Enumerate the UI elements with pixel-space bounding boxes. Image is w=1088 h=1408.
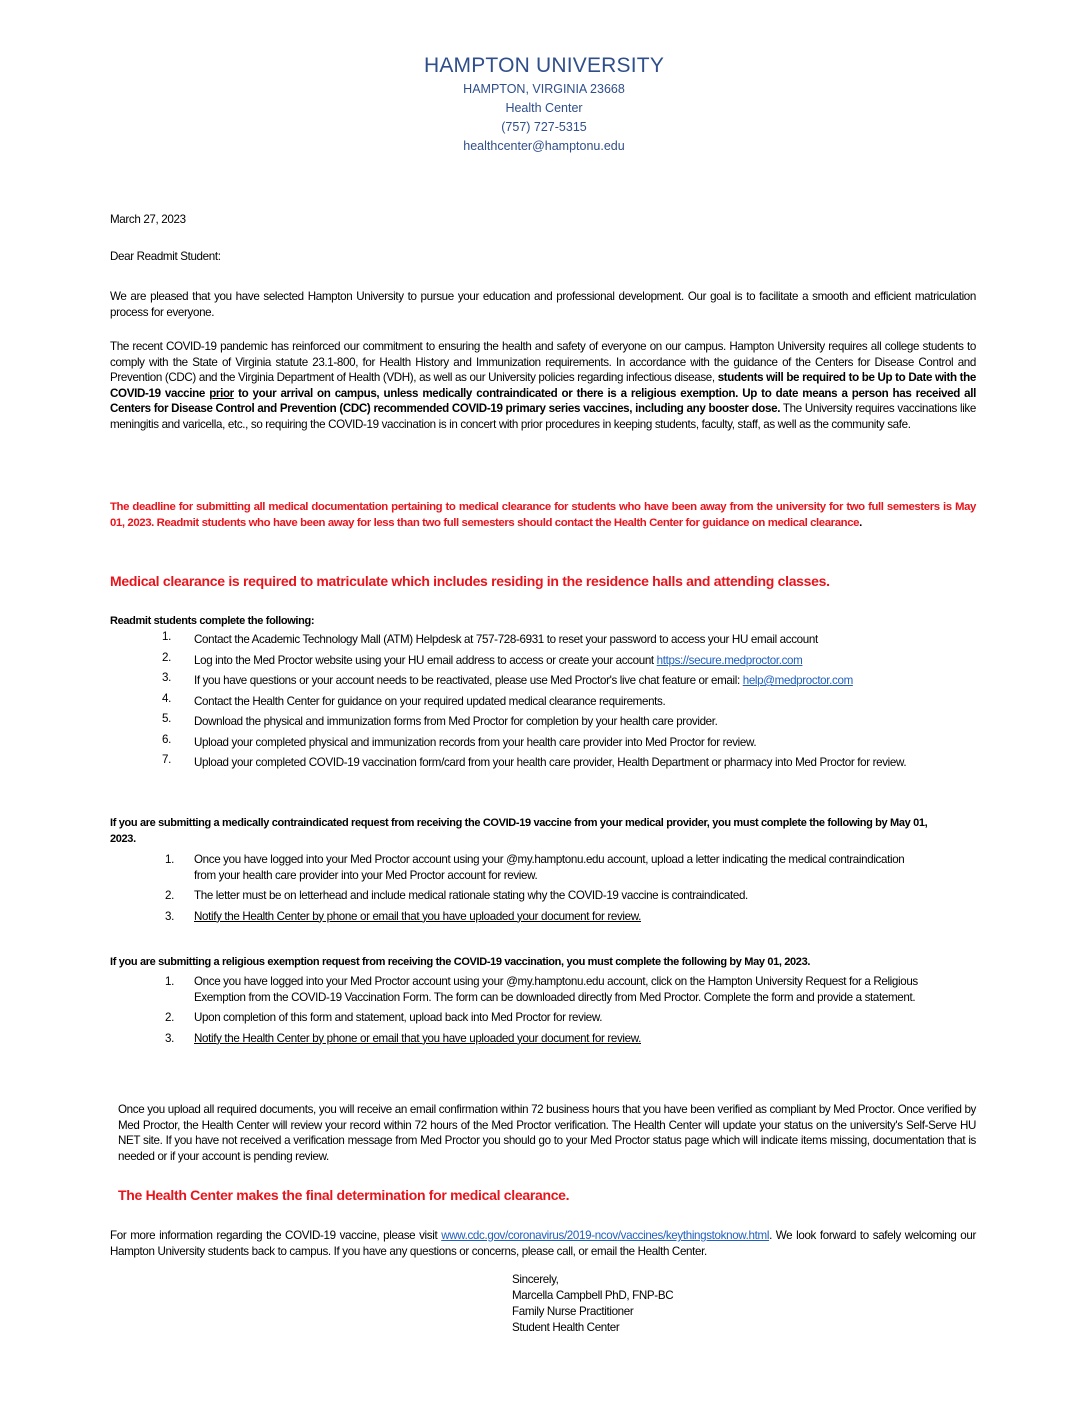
- item-text: Notify the Health Center by phone or email that you have uploaded your document for review.: [194, 1031, 641, 1045]
- medproctor-website-link[interactable]: https://secure.medproctor.com: [656, 653, 803, 667]
- readmit-heading: Readmit students complete the following:: [110, 615, 315, 627]
- item-text: Contact the Health Center for guidance on your required updated medical clearance requirements.: [194, 694, 666, 708]
- list-item: [110, 852, 976, 883]
- deadline-notice-period: .: [859, 517, 862, 529]
- item-number: 7.: [162, 753, 171, 766]
- department-name: Health Center: [505, 101, 583, 115]
- salutation: Dear Readmit Student:: [110, 250, 221, 263]
- covid-policy-text: The recent COVID-19 pandemic has reinforced our commitment to ensuring the health and safety of everyone on our campus. Hampton University requires all college students to comply with the State of Virginia statute 23.1-800, for Health History and Immunization requirements. In accordance with the guidance of the Centers for Disease Control and Prevention (CDC) and the Virginia Department of Health (VDH), as well as our University policies regarding infectious disease,: [110, 340, 976, 384]
- intro-paragraph: We are pleased that you have selected Hampton University to pursue your education and professional development. Our goal is to facilitate a smooth and efficient matriculation process for everyone.: [110, 290, 976, 319]
- covid-requirement-bold: students will be required to be Up to Date with the COVID-19 vaccine: [110, 371, 977, 400]
- list-item: [110, 732, 976, 756]
- item-text: Notify the Health Center by phone or email that you have uploaded your document for review.: [194, 909, 641, 923]
- item-text: Contact the Academic Technology Mall (ATM) Helpdesk at 757-728-6931 to reset your password to access your HU email account: [194, 633, 818, 646]
- religious-exemption-heading: If you are submitting a religious exemption request from receiving the COVID-19 vaccination, you must complete the following by May 01, 2023.: [110, 956, 811, 968]
- letterhead: [0, 52, 1088, 156]
- list-item: [110, 632, 976, 653]
- item-text: Once you have logged into your Med Proctor account using your @my.hamptonu.edu account, upload a letter indicating the medical contraindication from your health care provider into your Med Proctor account for review.: [194, 853, 905, 882]
- item-text: Download the physical and immunization forms from Med Proctor for completion by your health care provider.: [194, 715, 718, 728]
- verification-paragraph: Once you upload all required documents, you will receive an email confirmation within 72 business hours that you have been verified as compliant by Med Proctor. Once verified by Med Proctor, the Health Center will review your record within 72 hours of the Med Proctor verification. The Health Center will update your status on the university's Self-Serve HU NET site. If you have not received a verification message from Med Proctor you should go to your Med Proctor status page which will indicate items missing, documentation that is needed or if your account is pending review.: [118, 1103, 976, 1163]
- closing-text: For more information regarding the COVID-19 vaccine, please visit: [110, 1229, 442, 1242]
- item-text: Upon completion of this form and statement, upload back into Med Proctor for review.: [194, 1011, 603, 1024]
- sign-off: Sincerely,: [512, 1273, 559, 1286]
- list-item: [110, 691, 976, 715]
- list-item: [110, 909, 976, 925]
- item-text: Log into the Med Proctor website using your HU email address to access or create your account: [194, 653, 657, 667]
- up-to-date-definition: to your arrival on campus, unless medically contraindicated or there is a religious exemption. Up to date means a person has received all Centers for Disease Control and Prevention (CDC) recommended COVID-19 primary series vaccines, including any booster dose.: [110, 386, 976, 415]
- deadline-notice: [110, 499, 976, 531]
- religious-exemption-steps-list: [110, 974, 976, 1051]
- signer-name: Marcella Campbell PhD, FNP-BC: [512, 1289, 674, 1302]
- item-number: 1.: [165, 975, 174, 988]
- covid-policy-text-end: The University requires vaccinations like meningitis and varicella, etc., so requiring the COVID-19 vaccination is in concert with prior procedures in keeping students, faculty, staff, as well as the community safe.: [110, 402, 976, 431]
- list-item: [110, 1031, 976, 1047]
- list-item: [110, 888, 976, 904]
- medical-exemption-heading: If you are submitting a medically contraindicated request from receiving the COVID-19 vaccine from your medical provider, you must complete the following by May 01, 2023.: [110, 817, 928, 845]
- list-item: [110, 755, 976, 776]
- contact-email: healthcenter@hamptonu.edu: [463, 139, 625, 153]
- item-number: 3.: [165, 1031, 174, 1045]
- closing-text-end: . We look forward to safely welcoming our Hampton University students back to campus. If you have any questions or concerns, please call, or email the Health Center.: [110, 1229, 976, 1258]
- list-item: [110, 1010, 976, 1026]
- medical-exemption-steps-list: [110, 852, 976, 929]
- list-item: [110, 673, 976, 694]
- item-text: Once you have logged into your Med Proctor account using your @my.hamptonu.edu account, click on the Hampton University Request for a Religious Exemption from the COVID-19 Vaccination Form. The form can be downloaded directly from Med Proctor. Complete the form and provide a statement.: [194, 975, 918, 1004]
- item-number: 2.: [162, 650, 171, 664]
- closing-paragraph: [110, 1228, 976, 1259]
- item-text: Upload your completed COVID-19 vaccination form/card from your health care provider, Health Department or pharmacy into Med Proctor for review.: [194, 756, 907, 769]
- signer-title: Family Nurse Practitioner: [512, 1305, 634, 1318]
- prior-emphasis: prior: [209, 386, 234, 400]
- list-item: [110, 974, 976, 1005]
- list-item: [110, 714, 976, 735]
- item-number: 5.: [162, 712, 171, 725]
- item-number: 1.: [165, 853, 174, 866]
- final-determination-notice: The Health Center makes the final determination for medical clearance.: [118, 1187, 570, 1203]
- deadline-notice-text: The deadline for submitting all medical documentation pertaining to medical clearance for students who have been away from the university for two full semesters is May 01, 2023. Readmit students who have been away for less than two full semesters should contact the Health Center for guidance on medical clearance: [110, 501, 976, 529]
- signature-block: [512, 1272, 673, 1336]
- covid-policy-paragraph: [110, 339, 976, 432]
- item-number: 3.: [165, 909, 174, 923]
- item-text: Upload your completed physical and immunization records from your health care provider into Med Proctor for review.: [194, 735, 757, 749]
- clearance-notice: Medical clearance is required to matriculate which includes residing in the residence halls and attending classes.: [110, 573, 830, 589]
- item-number: 3.: [162, 671, 171, 684]
- item-number: 2.: [165, 889, 174, 902]
- university-address: HAMPTON, VIRGINIA 23668: [463, 82, 625, 96]
- medproctor-help-email-link[interactable]: help@medproctor.com: [742, 674, 853, 687]
- signer-department: Student Health Center: [512, 1321, 620, 1334]
- readmit-steps-list: [110, 632, 976, 776]
- item-number: 4.: [162, 691, 171, 705]
- phone-number: (757) 727-5315: [501, 120, 587, 134]
- item-number: 2.: [165, 1011, 174, 1024]
- list-item: [110, 650, 976, 674]
- item-number: 6.: [162, 732, 171, 746]
- item-text: If you have questions or your account needs to be reactivated, please use Med Proctor's live chat feature or email:: [194, 674, 743, 687]
- university-name: HAMPTON UNIVERSITY: [423, 54, 665, 77]
- item-number: 1.: [162, 630, 171, 643]
- item-text: The letter must be on letterhead and include medical rationale stating why the COVID-19 vaccine is contraindicated.: [194, 889, 748, 902]
- letter-date: March 27, 2023: [110, 213, 186, 226]
- cdc-vaccine-link[interactable]: www.cdc.gov/coronavirus/2019-ncov/vaccines/keythingstoknow.html: [441, 1229, 770, 1242]
